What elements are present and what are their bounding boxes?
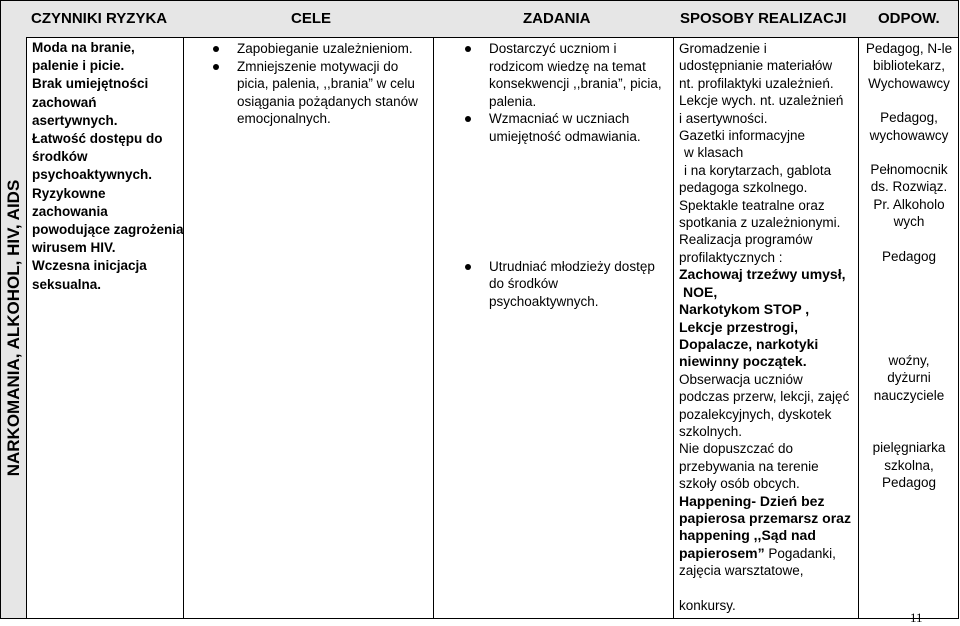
method-line: Gazetki informacyjne: [679, 128, 806, 144]
responsible-line: dyżurni: [887, 370, 931, 386]
goal-item: Zapobieganie uzależnieniom.: [237, 40, 418, 58]
header-czynniki-ryzyka: CZYNNIKI RYZYKA: [31, 10, 168, 27]
task-item: Wzmacniać w uczniach umiejętność odmawiania.: [489, 110, 662, 145]
page-number: 11: [910, 610, 923, 625]
responsible-cell: [859, 40, 959, 492]
responsible-line: Pedagog,: [880, 110, 938, 126]
method-line: Spektakle teatralne oraz: [679, 197, 825, 213]
method-line: szkolnych.: [679, 423, 743, 439]
method-line: spotkania z uzależnionymi.: [679, 215, 841, 231]
responsible-line: bibliotekarz,: [872, 58, 946, 74]
happening-line: papierosa przemarsz oraz: [679, 509, 851, 526]
risk-factor-line: Moda na branie,: [32, 40, 135, 55]
responsible-line: Pr. Alkoholo: [873, 196, 945, 212]
method-line: i asertywności.: [679, 110, 768, 126]
program-name: niewinny początek.: [679, 353, 807, 370]
responsible-line: szkolna,: [884, 457, 934, 473]
responsible-line: wychowawcy: [869, 127, 949, 143]
header-cele: CELE: [291, 10, 332, 27]
risk-factor-line: wirusem HIV.: [32, 240, 116, 256]
program-name: NOE,: [683, 283, 718, 300]
method-line: szkoły osób obcych.: [679, 476, 800, 492]
method-line: Realizacja programów: [679, 232, 813, 248]
method-line: Nie dopuszczać do: [679, 441, 794, 457]
responsible-line: woźny,: [888, 353, 930, 369]
risk-factor-line: palenie i picie.: [32, 58, 125, 74]
responsible-line: Pełnomocnik: [870, 162, 948, 178]
column-divider: [673, 37, 674, 618]
method-line: konkursy.: [679, 597, 736, 613]
risk-factor-line: zachowania: [32, 203, 108, 219]
risk-factor-line: powodujące zagrożenia: [32, 222, 184, 238]
goal-item: Zmniejszenie motywacji do picia, palenia, ,,brania” w celu osiągania pożądanych stanów emocjonalnych.: [237, 58, 418, 127]
risk-factor-line: seksualna.: [32, 276, 102, 292]
method-line: pedagoga szkolnego.: [679, 180, 808, 196]
task-item: Utrudniać młodzieży dostęp do środków psychoaktywnych.: [489, 258, 662, 311]
happening-line: happening ,,Sąd nad: [679, 527, 816, 544]
responsible-line: ds. Rozwiąz.: [870, 179, 948, 195]
header-sposoby-realizacji: SPOSOBY REALIZACJI: [680, 10, 847, 27]
risk-factor-line: psychoaktywnych.: [32, 167, 153, 183]
method-line: przebywania na terenie: [679, 458, 819, 474]
header-odpow: ODPOW.: [878, 10, 940, 27]
side-category-cell: [1, 37, 26, 618]
column-divider: [26, 37, 27, 618]
method-line: Obserwacja uczniów: [679, 371, 803, 387]
method-line: pozalekcyjnych, dyskotek: [679, 406, 832, 422]
responsible-line: wych: [893, 214, 925, 230]
method-line: Gromadzenie i: [679, 41, 767, 56]
happening-line: papierosem” Pogadanki,: [679, 544, 836, 561]
method-line: w klasach: [684, 145, 744, 161]
method-line: udostępnianie materiałów: [679, 58, 833, 74]
tasks-cell: [489, 40, 662, 310]
risk-factors-cell: [32, 39, 184, 294]
responsible-line: Pedagog: [881, 248, 937, 264]
responsible-line: pielęgniarka: [872, 440, 946, 456]
responsible-line: nauczyciele: [873, 387, 945, 403]
risk-factor-line: asertywnych.: [32, 112, 118, 128]
method-line: zajęcia warsztatowe,: [679, 563, 804, 579]
method-line: Lekcje wych. nt. uzależnień: [679, 93, 844, 109]
responsible-line: Pedagog: [881, 475, 937, 491]
risk-factor-line: środków: [32, 149, 88, 165]
program-name: Lekcje przestrogi,: [679, 318, 799, 335]
risk-factor-line: Wczesna inicjacja: [32, 258, 147, 274]
side-category-label: NARKOMANIA, ALKOHOL, HIV, AIDS: [3, 179, 23, 476]
method-line: podczas przerw, lekcji, zajęć: [679, 389, 850, 405]
program-name: Narkotykom STOP ,: [679, 301, 810, 318]
risk-factor-line: Łatwość dostępu do: [32, 131, 163, 147]
header-zadania: ZADANIA: [523, 10, 591, 27]
risk-factor-line: Brak umiejętności: [32, 76, 149, 92]
program-name: Zachowaj trzeźwy umysł,: [679, 266, 846, 283]
method-line: i na korytarzach, gablota: [684, 162, 832, 178]
method-line: profilaktycznych :: [679, 249, 783, 265]
responsible-line: Wychowawcy: [868, 75, 950, 91]
methods-cell: [679, 40, 851, 614]
table-header-row: [1, 1, 958, 38]
risk-factor-line: zachowań: [32, 94, 97, 110]
method-line: nt. profilaktyki uzależnień.: [679, 75, 834, 91]
goals-cell: [237, 40, 418, 128]
risk-factor-line: Ryzykowne: [32, 185, 106, 201]
column-divider: [433, 37, 434, 618]
responsible-line: Pedagog, N-le: [865, 41, 953, 56]
happening-line: Happening- Dzień bez: [679, 492, 825, 509]
program-name: Dopalacze, narkotyki: [679, 335, 819, 352]
task-item: Dostarczyć uczniom i rodzicom wiedzę na temat konsekwencji ,,brania”, picia, palenia.: [489, 41, 662, 109]
